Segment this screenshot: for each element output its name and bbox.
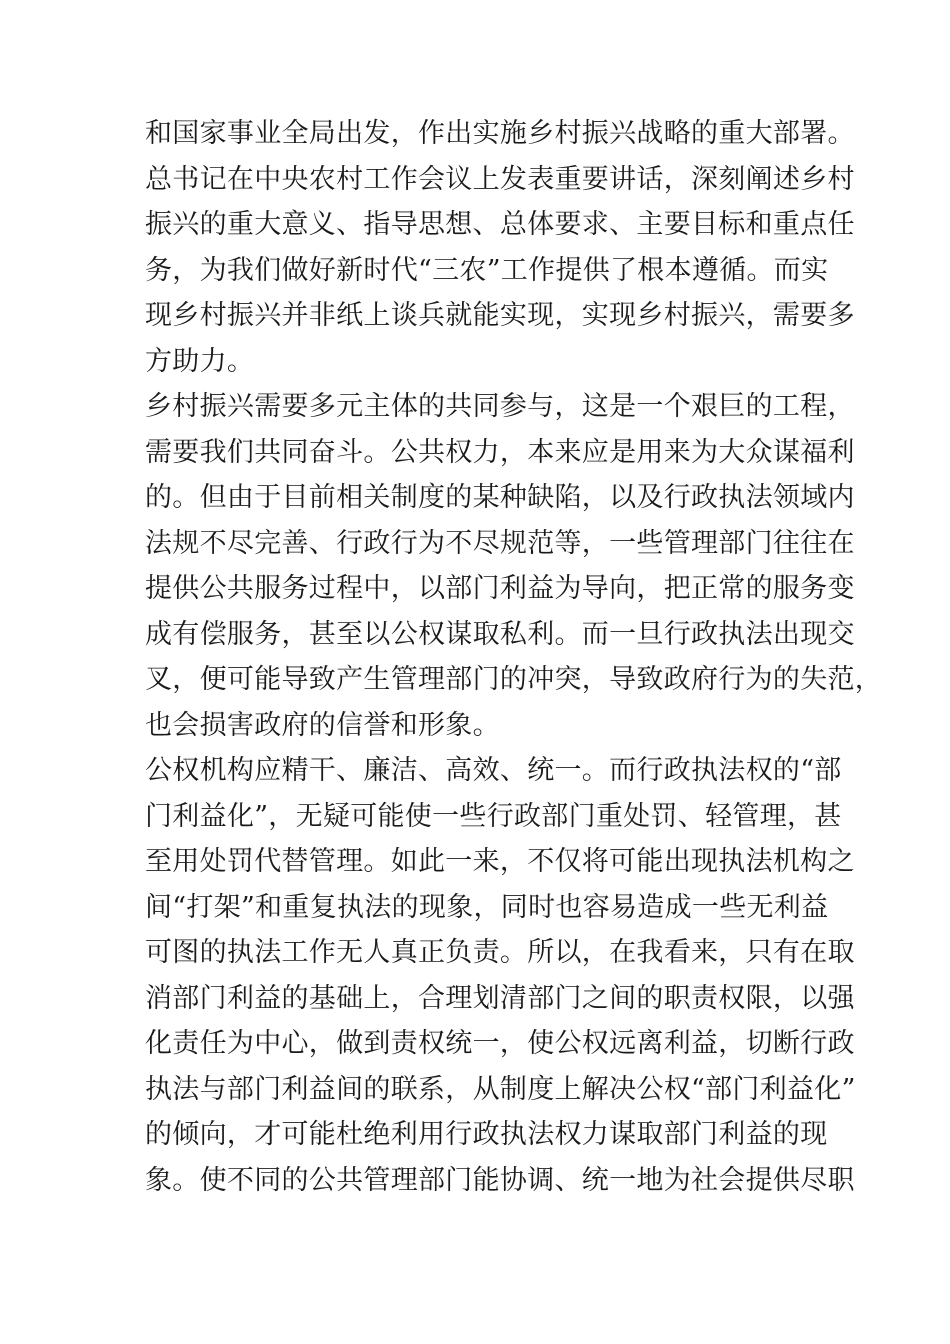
text-line: 和国家事业全局出发，作出实施乡村振兴战略的重大部署。 [145,118,855,149]
text-line: 消部门利益的基础上，合理划清部门之间的职责权限，以强 [145,982,855,1014]
text-line: 执法与部门利益间的联系，从制度上解决公权“部门利益化” [145,1073,856,1105]
text-line: 化责任为中心，做到责权统一，使公权远离利益，切断行政 [145,1028,855,1059]
text-line: 间“打架”和重复执法的现象，同时也容易造成一些无利益 [145,891,829,923]
text-line: 乡村振兴需要多元主体的共同参与，这是一个艰巨的工程， [145,391,855,422]
text-line: 门利益化”，无疑可能使一些行政部门重处罚、轻管理，甚 [145,800,842,832]
text-line: 的。但由于目前相关制度的某种缺陷，以及行政执法领域内 [145,482,855,513]
text-line: 现乡村振兴并非纸上谈兵就能实现，实现乡村振兴，需要多 [145,300,855,331]
text-line: 叉，便可能导致产生管理部门的冲突，导致政府行为的失范， [145,664,883,695]
text-line: 的倾向，才可能杜绝利用行政执法权力谋取部门利益的现 [145,1119,828,1150]
text-line: 象。使不同的公共管理部门能协调、统一地为社会提供尽职 [145,1164,855,1196]
text-line: 务，为我们做好新时代“三农”工作提供了根本遵循。而实 [145,254,829,286]
text-line: 也会损害政府的信誉和形象。 [145,709,500,741]
text-line: 提供公共服务过程中，以部门利益为导向，把正常的服务变 [145,573,855,604]
text-line: 需要我们共同奋斗。公共权力，本来应是用来为大众谋福利 [145,436,855,468]
body-text [145,111,883,1203]
text-line: 至用处罚代替管理。如此一来，不仅将可能出现执法机构之 [145,846,855,877]
text-line: 方助力。 [145,345,255,377]
text-line: 总书记在中央农村工作会议上发表重要讲话，深刻阐述乡村 [145,163,855,195]
text-line: 振兴的重大意义、指导思想、总体要求、主要目标和重点任 [145,209,855,240]
text-line: 法规不尽完善、行政行为不尽规范等，一些管理部门往往在 [145,527,855,559]
text-line: 可图的执法工作无人真正负责。所以，在我看来，只有在取 [145,937,855,968]
text-line: 成有偿服务，甚至以公权谋取私利。而一旦行政执法出现交 [145,618,855,650]
text-line: 公权机构应精干、廉洁、高效、统一。而行政执法权的“部 [145,755,842,786]
